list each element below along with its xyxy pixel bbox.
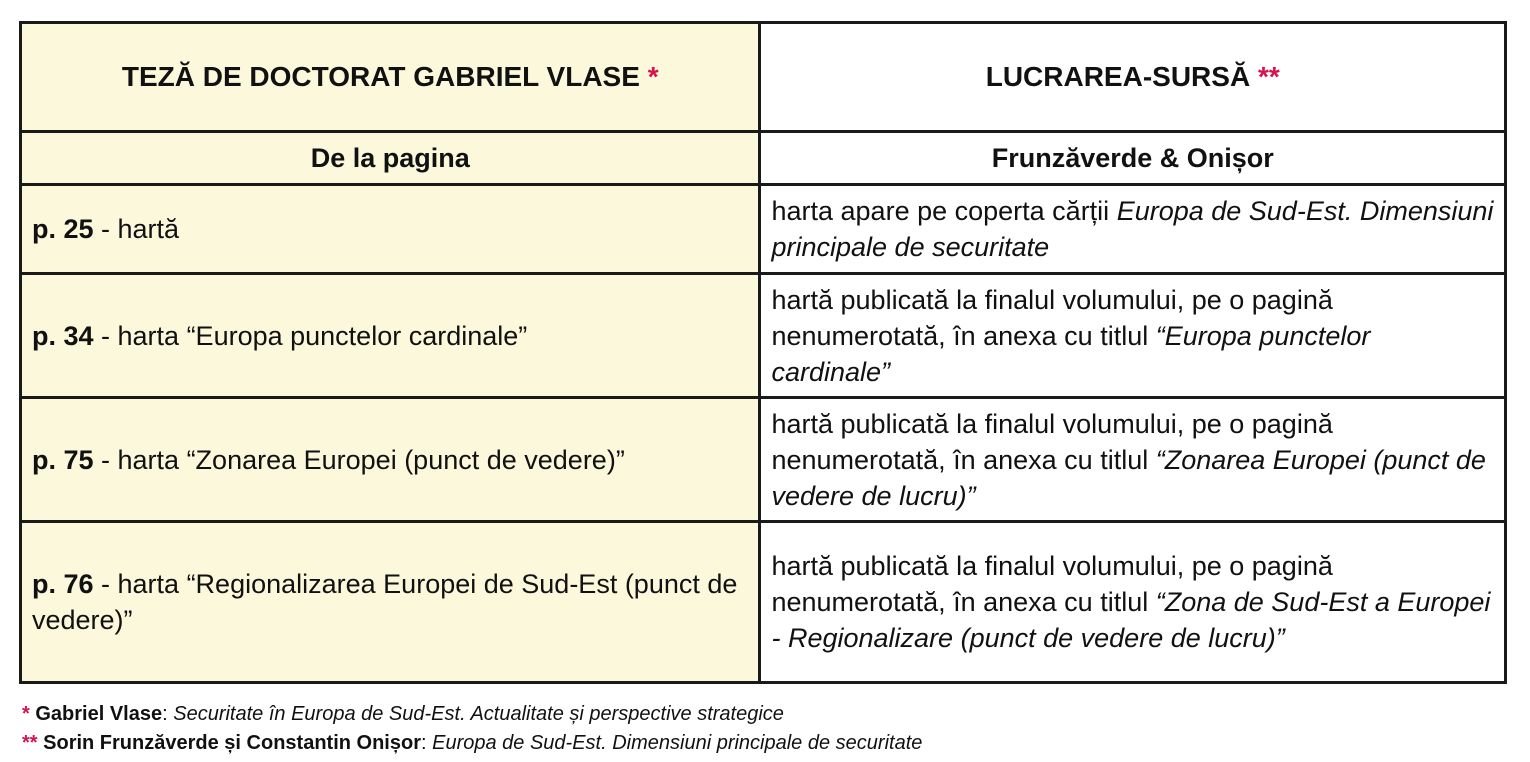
header-thesis — [21, 23, 760, 132]
page-number: p. 75 — [32, 444, 94, 475]
subheader-row — [21, 132, 1506, 185]
source-title: “Zona de Sud-Est a Europei - Regionalizare (punct de vedere de lucru)” — [771, 587, 1491, 653]
footnote-marker: ** — [22, 732, 38, 754]
footnote-separator: : — [420, 732, 433, 754]
thesis-cell — [21, 522, 760, 683]
source-cell — [760, 274, 1506, 398]
source-cell — [760, 522, 1506, 683]
thesis-cell — [21, 274, 760, 398]
footnote-title: Europa de Sud-Est. Dimensiuni principale de securitate — [432, 732, 923, 754]
page-number: p. 34 — [32, 320, 94, 351]
table-row — [21, 398, 1506, 522]
footnote-author: Sorin Frunzăverde și Constantin Onișor — [43, 732, 421, 754]
source-description: hartă publicată la finalul volumului, pe o pagină nenumerotată, în anexa cu titlul — [771, 408, 1333, 475]
footnotes — [22, 700, 922, 758]
subheader-authors: Frunzăverde & Onișor — [760, 132, 1506, 185]
thesis-cell — [21, 185, 760, 274]
thesis-cell — [21, 398, 760, 522]
footnote-thesis — [22, 700, 922, 729]
footnote-marker: * — [22, 703, 30, 725]
header-source-marker: ** — [1257, 61, 1280, 92]
footnote-author: Gabriel Vlase — [35, 703, 163, 725]
page-number: p. 25 — [32, 214, 94, 244]
thesis-description: - hartă — [93, 214, 180, 244]
table-row — [21, 522, 1506, 683]
footnote-source — [22, 729, 922, 758]
source-description: hartă publicată la finalul volumului, pe o pagină nenumerotată, în anexa cu titlul — [771, 284, 1333, 351]
source-title: “Zonarea Europei (punct de vedere de lucru)” — [771, 444, 1486, 511]
source-title: Europa de Sud-Est. Dimensiuni principale de securitate — [771, 196, 1494, 262]
footnote-title: Securitate în Europa de Sud-Est. Actualitate și perspective strategice — [173, 703, 784, 725]
source-description: harta apare pe coperta cărții — [771, 196, 1117, 226]
header-thesis-title: TEZĂ DE DOCTORAT GABRIEL VLASE — [121, 61, 640, 92]
header-source-title: LUCRAREA-SURSĂ — [985, 61, 1251, 92]
source-cell — [760, 398, 1506, 522]
thesis-description: - harta “Regionalizarea Europei de Sud-Est (punct de vedere)” — [32, 569, 738, 635]
thesis-description: - harta “Europa punctelor cardinale” — [93, 320, 528, 351]
footnote-separator: : — [162, 703, 174, 725]
comparison-table — [19, 21, 1507, 684]
header-row — [21, 23, 1506, 132]
page-number: p. 76 — [32, 569, 94, 599]
header-source — [760, 23, 1506, 132]
thesis-description: - harta “Zonarea Europei (punct de vedere)” — [93, 444, 625, 475]
table-row — [21, 185, 1506, 274]
source-description: hartă publicată la finalul volumului, pe o pagină nenumerotată, în anexa cu titlul — [771, 551, 1333, 617]
subheader-page: De la pagina — [21, 132, 760, 185]
source-cell — [760, 185, 1506, 274]
header-thesis-marker: * — [647, 61, 659, 92]
source-title: “Europa punctelor cardinale” — [771, 320, 1371, 387]
table-row — [21, 274, 1506, 398]
